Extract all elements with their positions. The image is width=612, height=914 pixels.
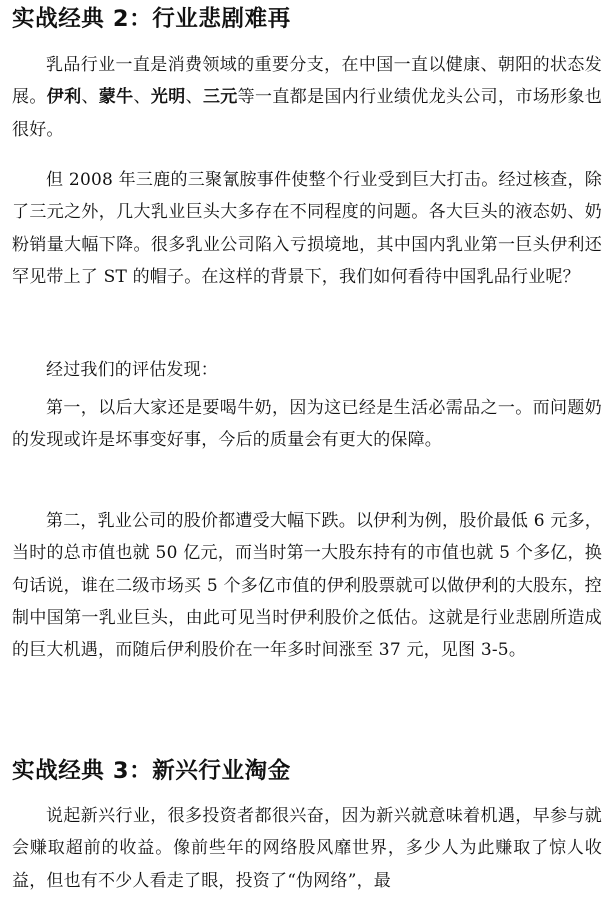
paragraph-dairy-intro: [12, 49, 602, 146]
paragraph-melamine-incident: 但 2008 年三鹿的三聚氰胺事件使整个行业受到巨大打击。经过核查，除了三元之外，几大乳业巨头大多存在不同程度的问题。各大巨头的液态奶、奶粉销量大幅下降。很多乳业公司陷入亏损境地，其中国内乳业第一巨头伊利还罕见带上了 ST 的帽子。在这样的背景下，我们如何看待中国乳品行业呢？: [12, 170, 602, 287]
paragraph-emerging-industries: 说起新兴行业，很多投资者都很兴奋，因为新兴就意味着机遇，早参与就会赚取超前的收益。像前些年的网络股风靡世界，多少人为此赚取了惊人收益，但也有不少人看走了眼，投资了“伪网络”，最: [12, 806, 602, 891]
separator-1: 、: [81, 87, 99, 108]
section-heading-classic-2: 实战经典 2：行业悲剧难再: [12, 6, 291, 32]
company-mengniu: 蒙牛: [98, 87, 134, 108]
separator-2: 、: [133, 87, 151, 108]
section-heading-classic-3: 实战经典 3：新兴行业淘金: [12, 758, 291, 784]
paragraph-point-one: 第一，以后大家还是要喝牛奶，因为这已经是生活必需品之一。而问题奶的发现或许是坏事变好事，今后的质量会有更大的保障。: [12, 398, 602, 451]
intro-text-1: 乳品行业一直是消费领域的重要分支，在中国一直以健康、朝阳的状态发展。: [12, 55, 602, 108]
separator-3: 、: [185, 87, 203, 108]
company-yili: 伊利: [46, 87, 82, 108]
paragraph-point-two: 第二，乳业公司的股价都遭受大幅下跌。以伊利为例，股价最低 6 元多，当时的总市值也就 50 亿元，而当时第一大股东持有的市值也就 5 个多亿，换句话说，谁在二级市场买 5 个多亿市值的伊利股票就可以做伊利的大股东，控制中国第一乳业巨头，由此可见当时伊利股价之低估。这就是行业悲剧所造成的巨大机遇，而随后伊利股价在一年多时间涨至 37 元，见图 3-5。: [12, 511, 602, 661]
company-sanyuan: 三元: [202, 87, 238, 108]
company-guangming: 光明: [150, 87, 186, 108]
intro-text-2: 等一直都是国内行业绩优龙头公司，市场形象也很好。: [12, 87, 602, 140]
paragraph-assessment-lead: 经过我们的评估发现：: [46, 360, 218, 380]
